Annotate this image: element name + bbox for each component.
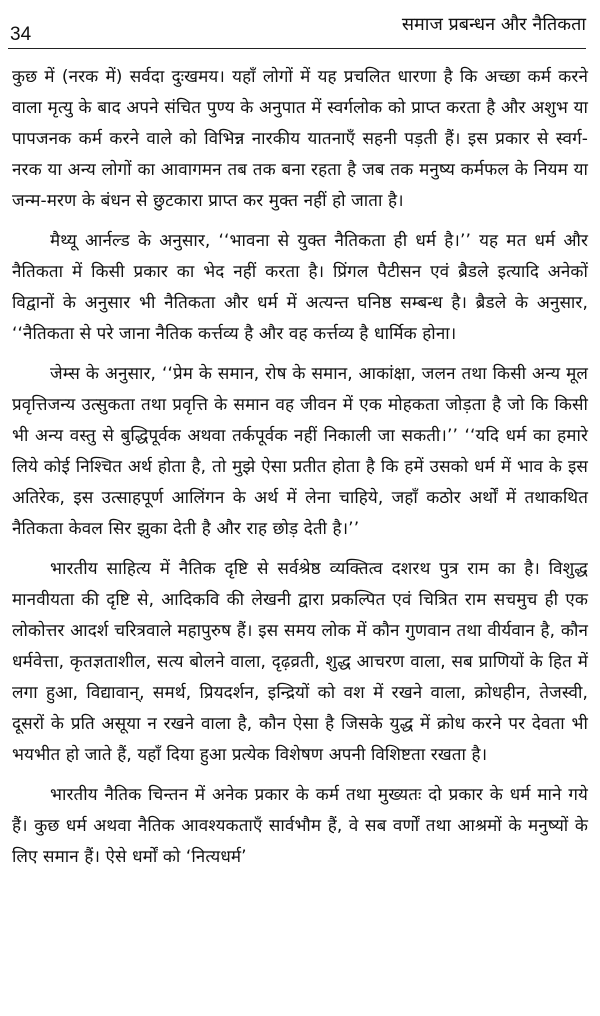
page-number: 34 <box>10 24 32 45</box>
paragraph-rama: भारतीय साहित्य में नैतिक दृष्टि से सर्वश्रेष्ठ व्यक्तित्व दशरथ पुत्र राम का है। विशुद्ध मानवीयता की दृष्टि से, आदिकवि की लेखनी द्वारा प्रकल्पित एवं चित्रित राम सचमुच ही एक लोकोत्तर आदर्श चरित्रवाले महापुरुष हैं। इस समय लोक में कौन गुणवान तथा वीर्यवान है, कौन धर्मवेत्ता, कृतज्ञताशील, सत्य बोलने वाला, दृढ़व्रती, शुद्ध आचरण वाला, सब प्राणियों के हित में लगा हुआ, विद्यावान्, समर्थ, प्रियदर्शन, इन्द्रियों को वश में रखने वाला, क्रोधहीन, तेजस्वी, दूसरों के प्रति असूया न रखने वाला है, कौन ऐसा है जिसके युद्ध में क्रोध करने पर देवता भी भयभीत हो जाते हैं, यहाँ दिया हुआ प्रत्येक विशेषण अपनी विशिष्टता रखता है। <box>12 559 588 765</box>
running-header <box>8 8 586 49</box>
paragraph-arnold: मैथ्यू आर्नल्ड के अनुसार, ‘‘भावना से युक्त नैतिकता ही धर्म है।’’ यह मत धर्म और नैतिकता में किसी प्रकार का भेद नहीं करता है। प्रिंगल पैटीसन एवं ब्रैडले इत्यादि अनेकों विद्वानों के अनुसार भी नैतिकता और धर्म में अत्यन्त घनिष्ठ सम्बन्ध है। ब्रैडले के अनुसार, ‘‘नैतिकता से परे जाना नैतिक कर्त्तव्य है और वह कर्त्तव्य है धार्मिक होना। <box>12 231 588 344</box>
paragraph-james: जेम्स के अनुसार, ‘‘प्रेम के समान, रोष के समान, आकांक्षा, जलन तथा किसी अन्य मूल प्रवृत्तिजन्य उत्सुकता तथा प्रवृत्ति के समान वह जीवन में एक मोहकता जोड़ता है जो कि किसी भी अन्य वस्तु से बुद्धिपूर्वक अथवा तर्कपूर्वक नहीं निकाली जा सकती।’’ ‘‘यदि धर्म का हमारे लिये कोई निश्चित अर्थ होता है, तो मुझे ऐसा प्रतीत होता है कि हमें उसको धर्म में भाव के इस अतिरेक, इस उत्साहपूर्ण आलिंगन के अर्थ में लेना चाहिये, जहाँ कठोर अर्थों में तथाकथित नैतिकता केवल सिर झुका देती है और राह छोड़ देती है।’’ <box>12 364 589 539</box>
running-title: समाज प्रबन्धन और नैतिकता <box>401 14 586 35</box>
paragraph-dharma: भारतीय नैतिक चिन्तन में अनेक प्रकार के कर्म तथा मुख्यतः दो प्रकार के धर्म माने गये हैं। कुछ धर्म अथवा नैतिक आवश्यकताएँ सार्वभौम हैं, वे सब वर्णों तथा आश्रमों के मनुष्यों के लिए समान हैं। ऐसे धर्मों को ‘नित्यधर्म’ <box>12 785 588 867</box>
body-text <box>12 62 588 873</box>
paragraph-continuation: कुछ में (नरक में) सर्वदा दुःखमय। यहाँ लोगों में यह प्रचलित धारणा है कि अच्छा कर्म करने वाला मृत्यु के बाद अपने संचित पुण्य के अनुपात में स्वर्गलोक को प्राप्त करता है और अशुभ या पापजनक कर्म करने वाले को विभिन्न नारकीय यातनाएँ सहनी पड़ती हैं। इस प्रकार से स्वर्ग-नरक या अन्य लोगों का आवागमन तब तक बना रहता है जब तक मनुष्य कर्मफल के नियम या जन्म-मरण के बंधन से छुटकारा प्राप्त कर मुक्त नहीं हो जाता है। <box>12 67 588 211</box>
